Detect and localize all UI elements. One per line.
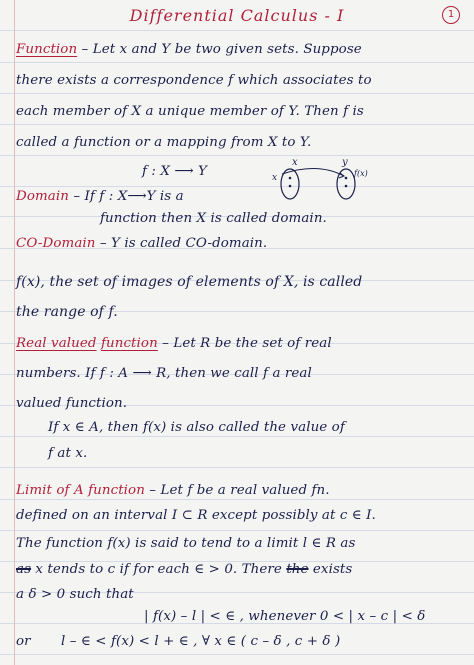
ruled-line	[0, 436, 474, 437]
margin-line	[14, 0, 15, 665]
ruled-line	[0, 499, 474, 500]
real-valued-heading-2: function	[100, 336, 158, 351]
ruled-line	[0, 186, 474, 187]
limit-line-5: a δ > 0 such that	[16, 587, 134, 602]
set-point	[289, 185, 292, 188]
limit-heading: Limit of A function	[16, 483, 145, 498]
limit-text-4-end: exists	[308, 562, 353, 577]
real-valued-line-4: If x ∈ A, then f(x) is also called the value of	[48, 420, 345, 435]
limit-line-3: The function f(x) is said to tend to a limit l ∈ R as	[16, 536, 356, 551]
label-x: x	[292, 157, 298, 168]
real-valued-line-5: f at x.	[48, 446, 88, 461]
codomain-line	[16, 236, 466, 251]
domain-line-1	[16, 189, 466, 204]
set-point	[289, 177, 292, 180]
ruled-line	[0, 530, 474, 531]
function-definition-line-4: called a function or a mapping from X to Y.	[16, 135, 312, 150]
page-number: 1	[442, 6, 460, 24]
struck-word: the	[286, 562, 309, 577]
domain-heading: Domain	[16, 189, 69, 204]
domain-text-1: – If f : X⟶Y is a	[69, 189, 184, 204]
ruled-line	[0, 62, 474, 63]
ruled-line	[0, 654, 474, 655]
real-valued-heading-1: Real valued	[16, 336, 97, 351]
struck-word: as	[16, 562, 32, 577]
real-valued-text-1: – Let R be the set of real	[157, 336, 332, 351]
ruled-line	[0, 93, 474, 94]
function-notation: f : X ⟶ Y	[142, 164, 207, 179]
ruled-line	[0, 124, 474, 125]
function-dash: –	[77, 42, 93, 57]
set-point	[345, 177, 348, 180]
codomain-heading: CO-Domain	[16, 236, 96, 251]
function-definition-line-3: each member of X a unique member of Y. Then f is	[16, 104, 364, 119]
or-label: or	[16, 634, 31, 649]
label-x-point: x	[272, 173, 278, 183]
range-line-1: f(x), the set of images of elements of X, is called	[16, 274, 363, 290]
function-text-1: Let x and Y be two given sets. Suppose	[92, 42, 362, 57]
function-heading: Function	[16, 42, 78, 57]
limit-text-4: x tends to c if for each ∈ > 0. There	[31, 562, 287, 577]
ruled-line	[0, 30, 474, 31]
label-fx: f(x)	[354, 169, 368, 178]
limit-line-2: defined on an interval I ⊂ R except possibly at c ∈ I.	[16, 508, 376, 523]
ruled-line	[0, 155, 474, 156]
function-definition-line-2: there exists a correspondence f which associates to	[16, 73, 372, 88]
limit-inequality: | f(x) – l | < ∈ , whenever 0 < | x – c | < δ	[144, 609, 426, 624]
limit-interval-form: l – ∈ < f(x) < l + ∈ , ∀ x ∈ ( c – δ , c + δ )	[61, 634, 341, 649]
limit-text-1: – Let f be a real valued fn.	[144, 483, 330, 498]
domain-line-2: function then X is called domain.	[100, 211, 327, 226]
real-valued-line-1	[16, 336, 466, 351]
ruled-line	[0, 467, 474, 468]
label-y: y	[342, 157, 348, 168]
range-line-2: the range of f.	[16, 304, 118, 320]
page-title: Differential Calculus - I	[129, 6, 345, 25]
real-valued-line-2: numbers. If f : A ⟶ R, then we call f a real	[16, 366, 312, 381]
real-valued-line-3: valued function.	[16, 396, 128, 411]
function-definition-line-1	[16, 42, 466, 57]
limit-line-1	[16, 483, 466, 498]
limit-line-7	[16, 634, 466, 649]
limit-line-4	[16, 562, 466, 577]
codomain-text: – Y is called CO-domain.	[95, 236, 268, 251]
set-point	[345, 185, 348, 188]
